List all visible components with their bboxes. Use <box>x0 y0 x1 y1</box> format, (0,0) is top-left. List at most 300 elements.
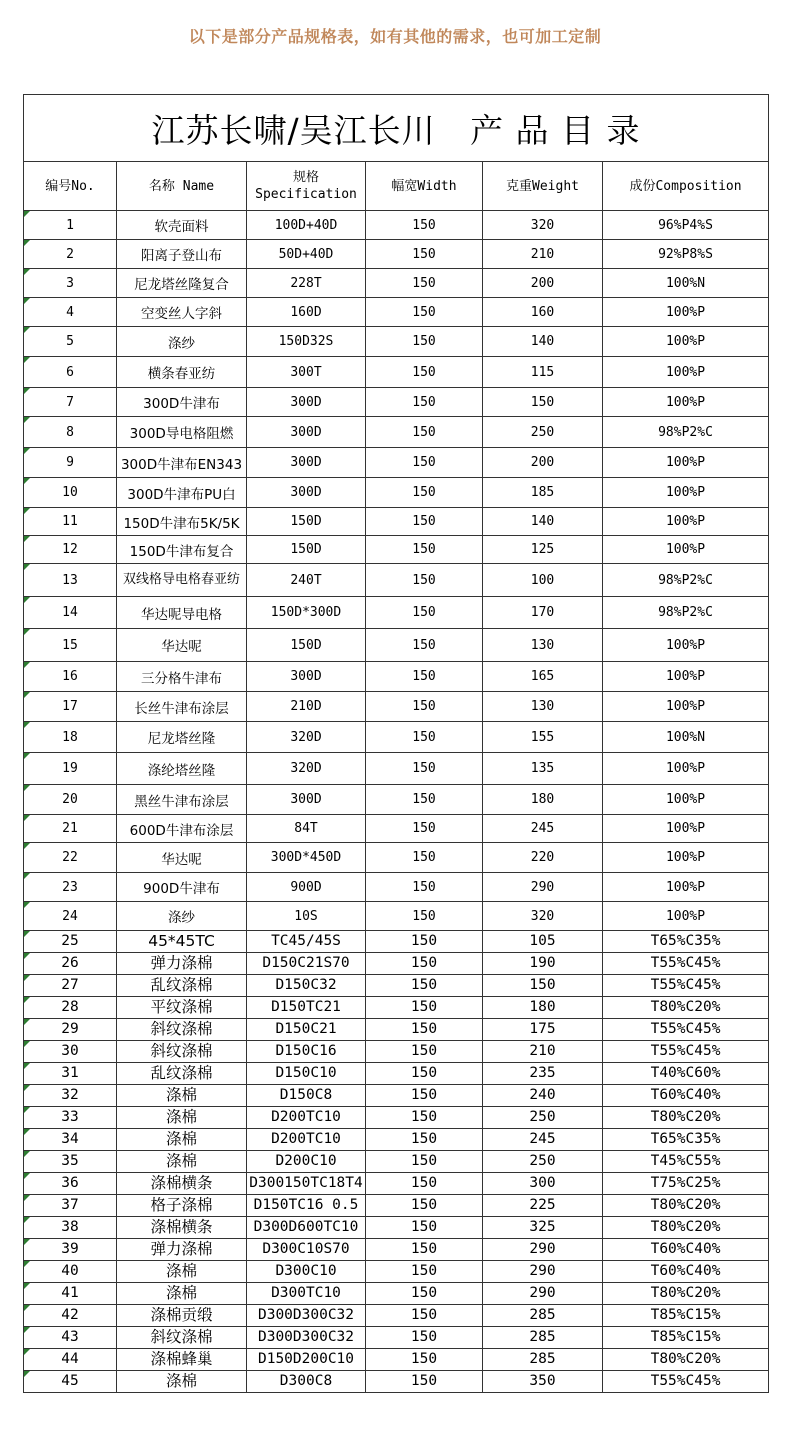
cell-weight: 290 <box>483 1283 603 1305</box>
cell-composition: 100%P <box>603 692 769 722</box>
cell-spec: D150C21S70 <box>247 953 366 975</box>
cell-name: 软壳面料 <box>117 211 247 240</box>
cell-weight: 350 <box>483 1371 603 1393</box>
cell-spec: TC45/45S <box>247 931 366 953</box>
cell-spec: D150C16 <box>247 1041 366 1063</box>
cell-width: 150 <box>366 240 483 269</box>
cell-name: 华达呢 <box>117 629 247 662</box>
cell-width: 150 <box>366 722 483 753</box>
cell-spec: D150C32 <box>247 975 366 997</box>
cell-no: 38 <box>24 1217 117 1239</box>
cell-weight: 125 <box>483 536 603 564</box>
product-catalog-sheet <box>23 94 768 1393</box>
cell-width: 150 <box>366 1041 483 1063</box>
cell-weight: 290 <box>483 873 603 902</box>
cell-composition: T45%C55% <box>603 1151 769 1173</box>
cell-width: 150 <box>366 1173 483 1195</box>
cell-name: 涤棉贡缎 <box>117 1305 247 1327</box>
cell-spec: 900D <box>247 873 366 902</box>
cell-spec: 100D+40D <box>247 211 366 240</box>
cell-weight: 250 <box>483 1151 603 1173</box>
cell-weight: 245 <box>483 815 603 843</box>
cell-name: 涤棉 <box>117 1371 247 1393</box>
table-row <box>24 1085 769 1107</box>
cell-width: 150 <box>366 327 483 357</box>
table-row <box>24 327 769 357</box>
cell-composition: T55%C45% <box>603 1371 769 1393</box>
cell-width: 150 <box>366 357 483 388</box>
table-row <box>24 357 769 388</box>
table-row <box>24 953 769 975</box>
cell-width: 150 <box>366 931 483 953</box>
cell-composition: T60%C40% <box>603 1085 769 1107</box>
cell-spec: D150C8 <box>247 1085 366 1107</box>
cell-spec: 150D <box>247 508 366 536</box>
cell-weight: 150 <box>483 388 603 417</box>
table-row <box>24 722 769 753</box>
table-row <box>24 1041 769 1063</box>
cell-width: 150 <box>366 597 483 629</box>
cell-width: 150 <box>366 1019 483 1041</box>
cell-width: 150 <box>366 873 483 902</box>
cell-spec: 228T <box>247 269 366 298</box>
cell-composition: T85%C15% <box>603 1305 769 1327</box>
table-row <box>24 1283 769 1305</box>
cell-spec: 150D32S <box>247 327 366 357</box>
cell-weight: 200 <box>483 269 603 298</box>
header-no: 编号No. <box>24 162 117 211</box>
table-row <box>24 662 769 692</box>
cell-weight: 285 <box>483 1305 603 1327</box>
table-row <box>24 1239 769 1261</box>
cell-weight: 285 <box>483 1327 603 1349</box>
cell-no: 6 <box>24 357 117 388</box>
table-row <box>24 785 769 815</box>
cell-width: 150 <box>366 536 483 564</box>
cell-no: 30 <box>24 1041 117 1063</box>
cell-name: 三分格牛津布 <box>117 662 247 692</box>
table-row <box>24 1327 769 1349</box>
cell-name: 150D牛津布5K/5K <box>117 508 247 536</box>
cell-name: 涤棉横条 <box>117 1173 247 1195</box>
cell-composition: T40%C60% <box>603 1063 769 1085</box>
cell-composition: T80%C20% <box>603 997 769 1019</box>
cell-spec: 84T <box>247 815 366 843</box>
cell-weight: 140 <box>483 508 603 536</box>
cell-spec: 10S <box>247 902 366 931</box>
cell-spec: D200TC10 <box>247 1107 366 1129</box>
cell-name: 涤棉 <box>117 1261 247 1283</box>
cell-name: 平纹涤棉 <box>117 997 247 1019</box>
table-row <box>24 298 769 327</box>
cell-no: 13 <box>24 564 117 597</box>
cell-composition: 98%P2%C <box>603 597 769 629</box>
cell-composition: T55%C45% <box>603 1019 769 1041</box>
cell-weight: 155 <box>483 722 603 753</box>
table-row <box>24 597 769 629</box>
cell-spec: 150D*300D <box>247 597 366 629</box>
table-row <box>24 1019 769 1041</box>
cell-weight: 140 <box>483 327 603 357</box>
cell-name: 斜纹涤棉 <box>117 1327 247 1349</box>
cell-composition: T80%C20% <box>603 1349 769 1371</box>
cell-width: 150 <box>366 388 483 417</box>
table-row <box>24 417 769 448</box>
table-body <box>24 211 769 1393</box>
table-row <box>24 211 769 240</box>
cell-spec: 150D <box>247 536 366 564</box>
cell-width: 150 <box>366 478 483 508</box>
cell-no: 34 <box>24 1129 117 1151</box>
table-row <box>24 902 769 931</box>
cell-weight: 235 <box>483 1063 603 1085</box>
cell-composition: 100%P <box>603 536 769 564</box>
table-row <box>24 753 769 785</box>
cell-composition: 100%P <box>603 327 769 357</box>
cell-no: 28 <box>24 997 117 1019</box>
cell-no: 23 <box>24 873 117 902</box>
cell-no: 12 <box>24 536 117 564</box>
cell-spec: D150D200C10 <box>247 1349 366 1371</box>
table-row <box>24 873 769 902</box>
cell-weight: 210 <box>483 240 603 269</box>
cell-no: 35 <box>24 1151 117 1173</box>
cell-no: 8 <box>24 417 117 448</box>
cell-name: 格子涤棉 <box>117 1195 247 1217</box>
cell-name: 横条春亚纺 <box>117 357 247 388</box>
table-row <box>24 388 769 417</box>
cell-name: 涤棉 <box>117 1107 247 1129</box>
table-row <box>24 536 769 564</box>
banner-text: 以下是部分产品规格表，如有其他的需求，也可加工定制 <box>188 27 602 46</box>
cell-no: 43 <box>24 1327 117 1349</box>
cell-name: 涤棉 <box>117 1283 247 1305</box>
cell-name: 斜纹涤棉 <box>117 1019 247 1041</box>
cell-weight: 210 <box>483 1041 603 1063</box>
cell-composition: T75%C25% <box>603 1173 769 1195</box>
cell-no: 2 <box>24 240 117 269</box>
table-row <box>24 269 769 298</box>
header-spec-zh: 规格 <box>292 170 319 185</box>
cell-width: 150 <box>366 753 483 785</box>
cell-width: 150 <box>366 508 483 536</box>
cell-spec: D150TC21 <box>247 997 366 1019</box>
catalog-title: 江苏长啸/吴江长川 产 品 目 录 <box>24 95 769 162</box>
cell-no: 3 <box>24 269 117 298</box>
cell-width: 150 <box>366 843 483 873</box>
table-row <box>24 478 769 508</box>
cell-weight: 180 <box>483 785 603 815</box>
table-row <box>24 448 769 478</box>
cell-spec: D200TC10 <box>247 1129 366 1151</box>
table-row <box>24 1151 769 1173</box>
table-row <box>24 1349 769 1371</box>
cell-weight: 290 <box>483 1239 603 1261</box>
cell-width: 150 <box>366 1129 483 1151</box>
cell-composition: 98%P2%C <box>603 564 769 597</box>
cell-name: 空变丝人字斜 <box>117 298 247 327</box>
table-row <box>24 931 769 953</box>
cell-name: 300D牛津布EN343 <box>117 448 247 478</box>
cell-weight: 105 <box>483 931 603 953</box>
cell-weight: 130 <box>483 692 603 722</box>
cell-composition: T55%C45% <box>603 975 769 997</box>
cell-composition: 100%P <box>603 902 769 931</box>
cell-weight: 250 <box>483 1107 603 1129</box>
table-row <box>24 1063 769 1085</box>
cell-spec: D300TC10 <box>247 1283 366 1305</box>
cell-width: 150 <box>366 269 483 298</box>
header-name: 名称 Name <box>117 162 247 211</box>
cell-no: 17 <box>24 692 117 722</box>
cell-spec: D300C10 <box>247 1261 366 1283</box>
cell-width: 150 <box>366 1261 483 1283</box>
header-spec <box>247 162 366 211</box>
cell-weight: 100 <box>483 564 603 597</box>
cell-width: 150 <box>366 975 483 997</box>
cell-spec: 160D <box>247 298 366 327</box>
header-weight: 克重Weight <box>483 162 603 211</box>
cell-weight: 320 <box>483 211 603 240</box>
cell-spec: 300D <box>247 785 366 815</box>
cell-name: 阳离子登山布 <box>117 240 247 269</box>
cell-weight: 240 <box>483 1085 603 1107</box>
cell-spec: 300D <box>247 417 366 448</box>
cell-width: 150 <box>366 1063 483 1085</box>
cell-composition: 100%P <box>603 508 769 536</box>
cell-spec: 210D <box>247 692 366 722</box>
cell-spec: 50D+40D <box>247 240 366 269</box>
cell-composition: 100%N <box>603 722 769 753</box>
cell-composition: 100%P <box>603 843 769 873</box>
cell-composition: 100%P <box>603 388 769 417</box>
cell-composition: T80%C20% <box>603 1283 769 1305</box>
cell-weight: 165 <box>483 662 603 692</box>
cell-no: 41 <box>24 1283 117 1305</box>
cell-weight: 200 <box>483 448 603 478</box>
cell-width: 150 <box>366 997 483 1019</box>
cell-no: 29 <box>24 1019 117 1041</box>
cell-spec: D150TC16 0.5 <box>247 1195 366 1217</box>
cell-name: 斜纹涤棉 <box>117 1041 247 1063</box>
cell-spec: D300C8 <box>247 1371 366 1393</box>
cell-composition: T65%C35% <box>603 931 769 953</box>
table-row <box>24 1107 769 1129</box>
cell-weight: 190 <box>483 953 603 975</box>
cell-spec: D150C21 <box>247 1019 366 1041</box>
cell-name: 涤棉 <box>117 1129 247 1151</box>
cell-width: 150 <box>366 1305 483 1327</box>
cell-composition: T60%C40% <box>603 1261 769 1283</box>
cell-weight: 245 <box>483 1129 603 1151</box>
cell-spec: D300D300C32 <box>247 1305 366 1327</box>
cell-composition: 100%P <box>603 448 769 478</box>
table-row <box>24 1305 769 1327</box>
cell-no: 18 <box>24 722 117 753</box>
cell-spec: 300T <box>247 357 366 388</box>
cell-name: 涤棉 <box>117 1151 247 1173</box>
cell-spec: 150D <box>247 629 366 662</box>
cell-no: 1 <box>24 211 117 240</box>
cell-spec: 320D <box>247 722 366 753</box>
cell-name: 涤纱 <box>117 327 247 357</box>
table-row <box>24 1217 769 1239</box>
cell-composition: T80%C20% <box>603 1107 769 1129</box>
cell-name: 300D导电格阻燃 <box>117 417 247 448</box>
cell-name: 尼龙塔丝隆复合 <box>117 269 247 298</box>
cell-composition: T55%C45% <box>603 1041 769 1063</box>
cell-name: 涤纶塔丝隆 <box>117 753 247 785</box>
cell-composition: 100%P <box>603 629 769 662</box>
cell-name: 双线格导电格春亚纺 <box>117 564 247 597</box>
table-row <box>24 843 769 873</box>
cell-no: 45 <box>24 1371 117 1393</box>
cell-name: 300D牛津布PU白 <box>117 478 247 508</box>
cell-no: 40 <box>24 1261 117 1283</box>
cell-name: 45*45TC <box>117 931 247 953</box>
cell-name: 150D牛津布复合 <box>117 536 247 564</box>
cell-no: 36 <box>24 1173 117 1195</box>
cell-width: 150 <box>366 1349 483 1371</box>
cell-weight: 325 <box>483 1217 603 1239</box>
cell-width: 150 <box>366 298 483 327</box>
header-width: 幅宽Width <box>366 162 483 211</box>
cell-no: 24 <box>24 902 117 931</box>
cell-name: 乱纹涤棉 <box>117 975 247 997</box>
cell-composition: 100%P <box>603 478 769 508</box>
cell-weight: 150 <box>483 975 603 997</box>
cell-width: 150 <box>366 953 483 975</box>
table-row <box>24 1129 769 1151</box>
cell-composition: 98%P2%C <box>603 417 769 448</box>
table-row <box>24 508 769 536</box>
cell-weight: 170 <box>483 597 603 629</box>
cell-name: 涤纱 <box>117 902 247 931</box>
cell-weight: 180 <box>483 997 603 1019</box>
cell-width: 150 <box>366 1239 483 1261</box>
cell-name: 涤棉 <box>117 1085 247 1107</box>
cell-no: 39 <box>24 1239 117 1261</box>
table-row <box>24 1173 769 1195</box>
cell-name: 弹力涤棉 <box>117 953 247 975</box>
cell-spec: D300C10S70 <box>247 1239 366 1261</box>
cell-composition: 100%P <box>603 815 769 843</box>
cell-width: 150 <box>366 417 483 448</box>
cell-composition: 100%P <box>603 785 769 815</box>
cell-width: 150 <box>366 1217 483 1239</box>
cell-width: 150 <box>366 1085 483 1107</box>
cell-no: 44 <box>24 1349 117 1371</box>
cell-no: 11 <box>24 508 117 536</box>
cell-width: 150 <box>366 1327 483 1349</box>
cell-no: 16 <box>24 662 117 692</box>
cell-weight: 130 <box>483 629 603 662</box>
cell-name: 300D牛津布 <box>117 388 247 417</box>
cell-no: 42 <box>24 1305 117 1327</box>
cell-width: 150 <box>366 1283 483 1305</box>
cell-name: 涤棉蜂巢 <box>117 1349 247 1371</box>
cell-composition: 100%P <box>603 753 769 785</box>
cell-weight: 225 <box>483 1195 603 1217</box>
cell-width: 150 <box>366 1195 483 1217</box>
cell-composition: 100%P <box>603 357 769 388</box>
cell-weight: 290 <box>483 1261 603 1283</box>
header-spec-en: Specification <box>255 187 357 202</box>
cell-name: 涤棉横条 <box>117 1217 247 1239</box>
cell-name: 弹力涤棉 <box>117 1239 247 1261</box>
cell-name: 长丝牛津布涂层 <box>117 692 247 722</box>
cell-spec: D150C10 <box>247 1063 366 1085</box>
cell-composition: 100%N <box>603 269 769 298</box>
table-row <box>24 692 769 722</box>
cell-width: 150 <box>366 815 483 843</box>
cell-width: 150 <box>366 1151 483 1173</box>
cell-weight: 135 <box>483 753 603 785</box>
cell-no: 15 <box>24 629 117 662</box>
cell-spec: D300D600TC10 <box>247 1217 366 1239</box>
cell-composition: T65%C35% <box>603 1129 769 1151</box>
cell-composition: 100%P <box>603 662 769 692</box>
cell-weight: 160 <box>483 298 603 327</box>
cell-no: 20 <box>24 785 117 815</box>
cell-width: 150 <box>366 902 483 931</box>
cell-weight: 320 <box>483 902 603 931</box>
cell-spec: 300D*450D <box>247 843 366 873</box>
cell-name: 乱纹涤棉 <box>117 1063 247 1085</box>
cell-no: 25 <box>24 931 117 953</box>
cell-spec: D200C10 <box>247 1151 366 1173</box>
cell-width: 150 <box>366 785 483 815</box>
cell-weight: 175 <box>483 1019 603 1041</box>
cell-no: 10 <box>24 478 117 508</box>
cell-width: 150 <box>366 662 483 692</box>
cell-no: 7 <box>24 388 117 417</box>
cell-spec: 300D <box>247 478 366 508</box>
cell-spec: D300150TC18T4 <box>247 1173 366 1195</box>
cell-width: 150 <box>366 564 483 597</box>
cell-no: 37 <box>24 1195 117 1217</box>
cell-name: 华达呢 <box>117 843 247 873</box>
cell-composition: 100%P <box>603 298 769 327</box>
cell-name: 600D牛津布涂层 <box>117 815 247 843</box>
cell-no: 32 <box>24 1085 117 1107</box>
cell-weight: 300 <box>483 1173 603 1195</box>
cell-no: 4 <box>24 298 117 327</box>
header-composition: 成份Composition <box>603 162 769 211</box>
cell-no: 5 <box>24 327 117 357</box>
table-row <box>24 997 769 1019</box>
table-row <box>24 815 769 843</box>
table-row <box>24 564 769 597</box>
cell-composition: T55%C45% <box>603 953 769 975</box>
table-row <box>24 1371 769 1393</box>
cell-spec: 240T <box>247 564 366 597</box>
cell-spec: 300D <box>247 388 366 417</box>
cell-weight: 250 <box>483 417 603 448</box>
cell-no: 31 <box>24 1063 117 1085</box>
table-row <box>24 240 769 269</box>
table-row <box>24 629 769 662</box>
cell-spec: 300D <box>247 448 366 478</box>
cell-no: 26 <box>24 953 117 975</box>
table-row <box>24 1261 769 1283</box>
cell-name: 华达呢导电格 <box>117 597 247 629</box>
cell-no: 33 <box>24 1107 117 1129</box>
cell-weight: 285 <box>483 1349 603 1371</box>
cell-weight: 220 <box>483 843 603 873</box>
cell-width: 150 <box>366 1107 483 1129</box>
cell-name: 黑丝牛津布涂层 <box>117 785 247 815</box>
